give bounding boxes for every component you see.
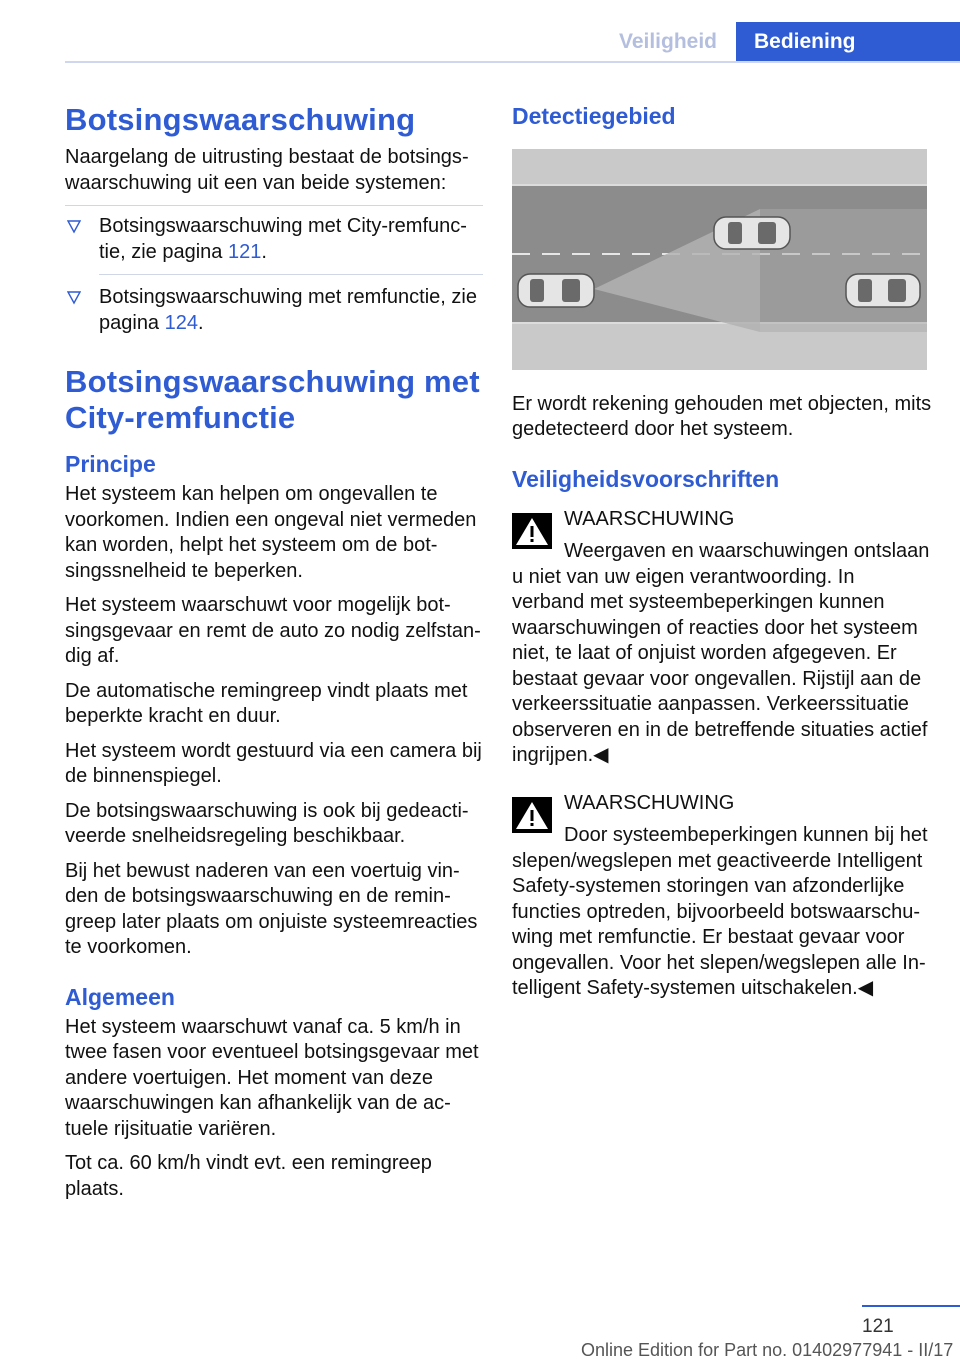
principe-paragraph: Het systeem wordt gestuurd via een camera bij de binnenspiegel. [65,739,482,787]
detection-area-illustration [512,149,927,370]
tab-veiligheid[interactable]: Veiligheid [600,22,736,62]
triangle-bullet-icon [67,291,81,305]
principe-paragraph: De automatische remingreep vindt plaats met beperkte kracht en duur. [65,679,468,727]
algemeen-paragraph: Tot ca. 60 km/h vindt evt. een remingreep plaats. [65,1152,432,1200]
warning-triangle-icon [512,513,552,549]
principe-paragraph: De botsingswaarschuwing is ook bij gedeactiveerde snelheidsregeling beschikbaar. [65,799,469,847]
list-item-end: . [198,311,204,334]
heading-principe: Principe [65,451,156,477]
intro-paragraph: Naargelang de uitrusting bestaat de botsingswaarschuwing uit een van beide systemen: [65,146,469,194]
heading-algemeen: Algemeen [65,983,175,1010]
right-column [512,102,932,1002]
list-item [65,214,483,275]
warning-text: u niet van uw eigen verantwoording. In verband met systeembeperkingen kunnen waarschuwingen of reacties door het systeem niet, te laat of onjuist worden afgegeven. Er bestaat gevaar voor ongevallen. Rijstijl aan de verkeerssituatie aanpassen. Verkeerssituatie observeren en in de betreffende situaties actief ingrijpen.◀ [512,565,928,766]
tab-bediening[interactable]: Bediening [736,22,960,62]
vehicle-ahead-same-lane [846,274,920,307]
page-link-121[interactable]: 121 [227,240,262,263]
footer-rule [862,1305,960,1307]
triangle-bullet-icon [67,220,81,234]
heading-detectiegebied: Detectiegebied [512,103,676,129]
list-divider [99,274,483,275]
page-link-124[interactable]: 124 [164,311,198,334]
edition-label: Online Edition for Part no. 01402977941 - II/17 [581,1340,954,1360]
principe-paragraph: Bij het bewust naderen van een voertuig vinden de botsingswaarschuwing en de remingreep later plaats om onjuiste systeemreacties te voorkomen. [65,859,478,958]
principe-paragraph: Het systeem waarschuwt voor mogelijk botsingsgevaar en remt de auto zo nodig zelfstandig af. [65,594,481,667]
algemeen-paragraph: Het systeem waarschuwt vanaf ca. 5 km/h in twee fasen voor eventueel botsingsgevaar met andere voertuigen. Het moment van deze waarschuwingen kan afhankelijk van de actuele rijsituatie variëren. [65,1015,479,1140]
list-item-text: Botsingswaarschuwing met City-remfunctie, zie pagina [99,215,467,263]
list-item-end: . [261,240,267,263]
list-item-text: Botsingswaarschuwing met remfunctie, zie pagina [99,286,477,334]
list-divider [65,205,483,206]
system-list [65,214,483,336]
own-vehicle [518,274,594,307]
detection-caption: Er wordt rekening gehouden met objecten, mits gedetecteerd door het systeem. [512,392,932,440]
warning-block [512,507,932,769]
section-title-city-remfunctie: Botsingswaarschuwing met City-remfunctie [65,364,480,435]
header-rule [65,61,960,63]
section-title-botsingswaarschuwing: Botsingswaarschuwing [65,102,416,137]
vehicle-ahead-left-lane [714,217,790,249]
principe-paragraph: Het systeem kan helpen om ongevallen te voorkomen. Indien een ongeval niet vermeden kan worden, helpt het systeem om de botsingssnelheid te beperken. [65,483,477,582]
warning-text-first-line: Weergaven en waarschuwingen ontslaan [564,540,930,562]
warning-title: WAARSCHUWING [564,791,735,814]
page-number: 121 [862,1316,894,1337]
warning-block [512,791,932,1002]
warning-title: WAARSCHUWING [564,507,735,530]
list-item [65,285,483,336]
warning-text-first-line: Door systeembeperkingen kunnen bij het [564,824,928,846]
warning-triangle-icon [512,797,552,833]
heading-veiligheidsvoorschriften: Veiligheidsvoorschriften [512,465,780,492]
warning-text: slepen/wegslepen met geactiveerde Intelligent Safety-systemen storingen van afzonderlijke functies optreden, bijvoorbeeld botswaarschuwing met remfunctie. Er bestaat gevaar voor ongevallen. Voor het slepen/wegslepen alle Intelligent Safety-systemen uitschakelen.◀ [512,849,926,999]
left-column [65,102,483,1211]
